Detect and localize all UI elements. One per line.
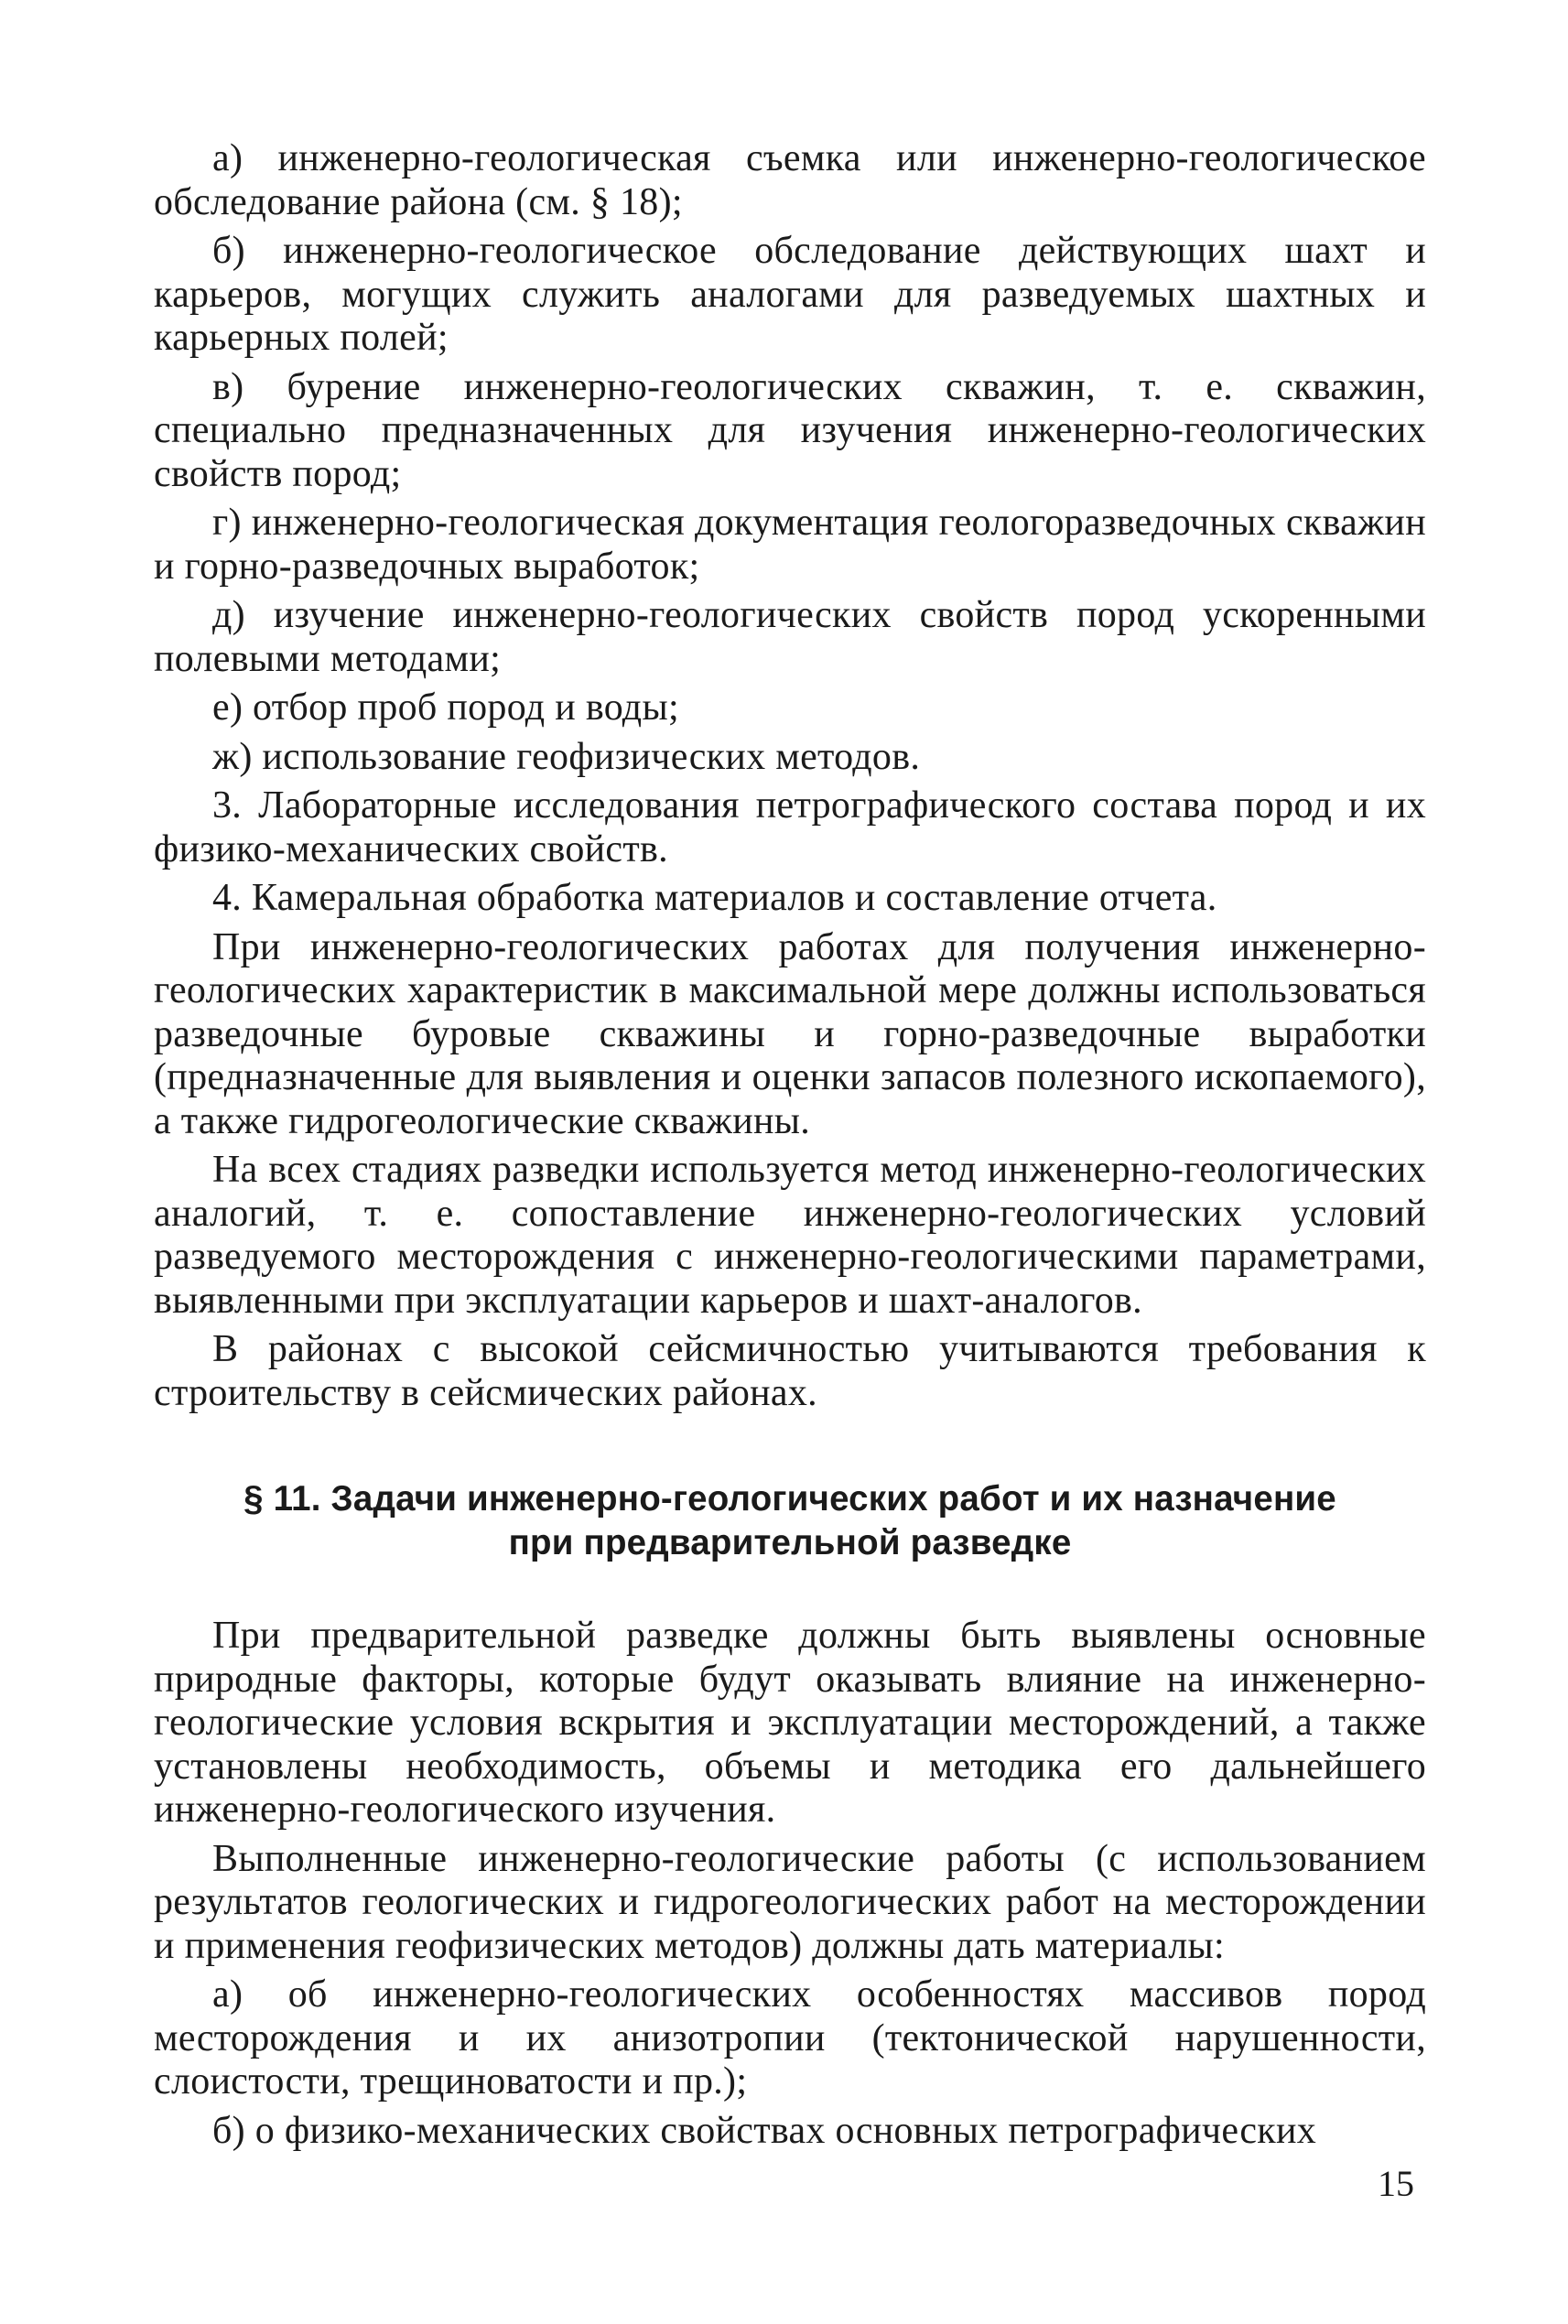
list-item-a: а) инженерно-геологическая съемка или инженерно-геологическое обследование района (см. § 18); xyxy=(154,137,1426,223)
section-paragraph: При предварительной разведке должны быть выявлены основные природные факторы, которые будут оказывать влияние на инженерно-геологические условия вскрытия и эксплуатации месторождений, а также установлены необходимость, объемы и методика его дальнейшего инженерно-геологического изучения. xyxy=(154,1615,1426,1831)
section-paragraph: Выполненные инженерно-геологические работы (с использованием результатов геологических и гидрогеологических работ на месторождении и применения геофизических методов) должны дать материалы: xyxy=(154,1837,1426,1967)
numbered-item-3: 3. Лабораторные исследования петрографического состава пород и их физико-механических свойств. xyxy=(154,784,1426,870)
paragraph: В районах с высокой сейсмичностью учитываются требования к строительству в сейсмических районах. xyxy=(154,1328,1426,1414)
section-list xyxy=(154,1973,1426,2153)
paragraph: На всех стадиях разведки используется метод инженерно-геологических аналогий, т. е. сопоставление инженерно-геологических условий разведуемого месторождения с инженерно-геологическими параметрами, выявленными при эксплуатации карьеров и шахт-аналогов. xyxy=(154,1149,1426,1322)
section-list-item-b: б) о физико-механических свойствах основных петрографических xyxy=(212,2109,1317,2152)
page-number: 15 xyxy=(1378,2163,1414,2204)
page-content xyxy=(154,137,1426,2158)
list-item-b: б) инженерно-геологическое обследование действующих шахт и карьеров, могущих служить аналогами для разведуемых шахтных и карьерных полей; xyxy=(154,230,1426,359)
section-list-item-a: а) об инженерно-геологических особенностях массивов пород месторождения и их анизотропии (тектонической нарушенности, слоистости, трещиноватости и пр.); xyxy=(154,1973,1426,2102)
list-item-zh: ж) использование геофизических методов. xyxy=(212,735,921,778)
section-heading-line-1: § 11. Задачи инженерно-геологических работ и их назначение xyxy=(243,1479,1336,1519)
list-item-g: г) инженерно-геологическая документация геологоразведочных скважин и горно-разведочных выработок; xyxy=(154,502,1426,588)
section-heading-line-2: при предварительной разведке xyxy=(508,1523,1072,1562)
paragraph: При инженерно-геологических работах для получения инженерно-геологических характеристик в максимальной мере должны использоваться разведочные буровые скважины и горно-разведочные выработки (предназначенные для выявления и оценки запасов полезного ископаемого), а также гидрогеологические скважины. xyxy=(154,925,1426,1142)
list-item-e: е) отбор проб пород и воды; xyxy=(212,686,679,729)
intro-list xyxy=(154,137,1426,779)
list-item-v: в) бурение инженерно-геологических скважин, т. е. скважин, специально предназначенных для изучения инженерно-геологических свойств пород; xyxy=(154,365,1426,495)
list-item-d: д) изучение инженерно-геологических свойств пород ускоренными полевыми методами; xyxy=(154,594,1426,680)
section-heading xyxy=(154,1477,1426,1565)
numbered-item-4: 4. Камеральная обработка материалов и составление отчета. xyxy=(212,877,1217,919)
